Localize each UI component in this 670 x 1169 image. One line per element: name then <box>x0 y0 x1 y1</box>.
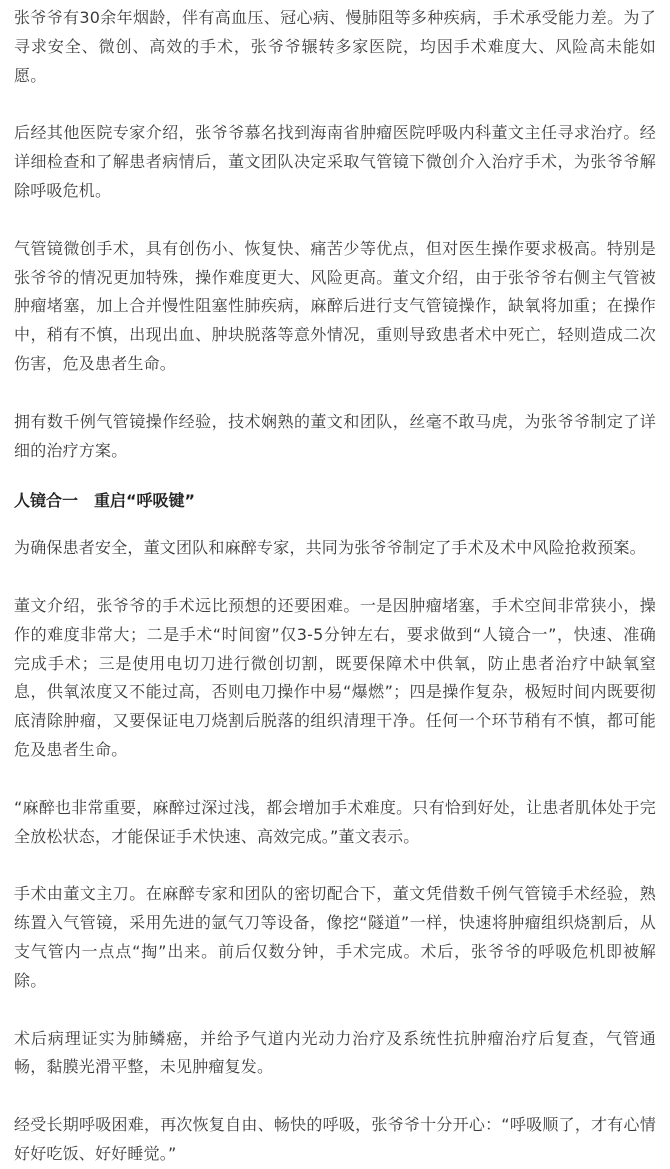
article-paragraph: 张爷爷有30余年烟龄，伴有高血压、冠心病、慢肺阻等多种疾病，手术承受能力差。为了寻求安全、微创、高效的手术，张爷爷辗转多家医院，均因手术难度大、风险高未能如愿。 <box>14 8 656 85</box>
article-paragraph: 经受长期呼吸困难，再次恢复自由、畅快的呼吸，张爷爷十分开心：“呼吸顺了，才有心情好好吃饭、好好睡觉。” <box>14 1115 656 1163</box>
article-paragraph: 为确保患者安全，董文团队和麻醉专家，共同为张爷爷制定了手术及术中风险抢救预案。 <box>14 538 646 558</box>
article-paragraph: 董文介绍，张爷爷的手术远比预想的还要困难。一是因肿瘤堵塞，手术空间非常狭小，操作的难度非常大；二是手术“时间窗”仅3-5分钟左右，要求做到“人镜合一”，快速、准确完成手术；三是使用电切刀进行微创切割，既要保障术中供氧，防止患者治疗中缺氧窒息，供氧浓度又不能过高，否则电刀操作中易“爆燃”；四是操作复杂，极短时间内既要彻底清除肿瘤，又要保证电刀烧割后脱落的组织清理干净。任何一个环节稍有不慎，都可能危及患者生命。 <box>14 595 656 759</box>
article-paragraph: 手术由董文主刀。在麻醉专家和团队的密切配合下，董文凭借数千例气管镜手术经验，熟练置入气管镜，采用先进的氩气刀等设备，像挖“隧道”一样，快速将肿瘤组织烧割后，从支气管内一点点“掏”出来。前后仅数分钟，手术完成。术后，张爷爷的呼吸危机即被解除。 <box>14 884 656 990</box>
article-paragraph: 气管镜微创手术，具有创伤小、恢复快、痛苦少等优点，但对医生操作要求极高。特别是张爷爷的情况更加特殊，操作难度更大、风险更高。董文介绍，由于张爷爷右侧主气管被肿瘤堵塞，加上合并慢性阻塞性肺疾病，麻醉后进行支气管镜操作，缺氧将加重；在操作中，稍有不慎，出现出血、肿块脱落等意外情况，重则导致患者术中死亡，轻则造成二次伤害，危及患者生命。 <box>14 238 656 373</box>
article-body <box>14 4 656 1169</box>
section-heading: 人镜合一 重启“呼吸键” <box>14 491 196 511</box>
article-paragraph: “麻醉也非常重要，麻醉过深过浅，都会增加手术难度。只有恰到好处，让患者肌体处于完全放松状态，才能保证手术快速、高效完成。”董文表示。 <box>14 797 656 846</box>
article-paragraph: 后经其他医院专家介绍，张爷爷慕名找到海南省肿瘤医院呼吸内科董文主任寻求治疗。经详细检查和了解患者病情后，董文团队决定采取气管镜下微创介入治疗手术，为张爷爷解除呼吸危机。 <box>14 123 656 200</box>
article-paragraph: 拥有数千例气管镜操作经验，技术娴熟的董文和团队，丝毫不敢马虎，为张爷爷制定了详细的治疗方案。 <box>14 411 656 460</box>
article-paragraph: 术后病理证实为肺鳞癌，并给予气道内光动力治疗及系统性抗肿瘤治疗后复查，气管通畅，黏膜光滑平整，未见肿瘤复发。 <box>14 1028 656 1077</box>
